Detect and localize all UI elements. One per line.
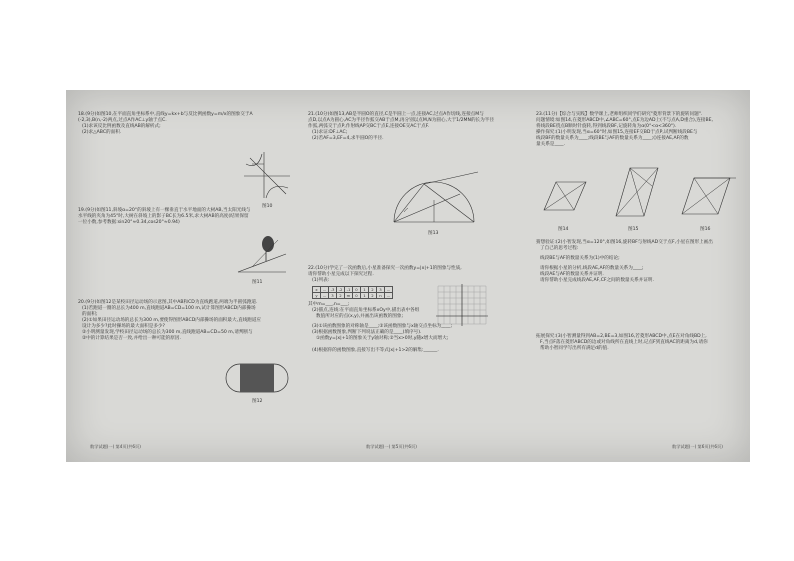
- q23-line: 请你根据小星的分析,线段AE,AF的数量关系为____;: [540, 266, 644, 271]
- q22-line: (2)描点,连线:在平面直角坐标系xOy中,描出表中各组: [312, 308, 420, 313]
- q21-line: 点D,以点A为圆心,AC为半径作弧交AB于点M,再分别以点M,N为圆心,大于1/2MN的长为半径: [308, 118, 494, 123]
- figure-12: [226, 360, 288, 396]
- table-cell: 0: [353, 287, 361, 293]
- figure-15: [614, 166, 660, 222]
- table-cell: …: [321, 293, 329, 299]
- q18-line: (2)求△ABC的面积.: [82, 130, 122, 135]
- q20-line: 设计为多少?此时操场的最大面积是多少?: [82, 324, 165, 329]
- q22-line: 其中m=___,n=___;: [308, 302, 350, 307]
- q23-line: 操作探究:(1)小明发现,当α=60°时,如图15,连接EF交BD于点P,试判断线段BE与: [536, 130, 698, 135]
- table-cell: 0: [353, 293, 361, 299]
- q23-line: 了自己的思考过程:: [540, 246, 579, 251]
- q22-line: (3)根据函数图象,判断下列说法正确的是____(填序号).: [312, 330, 422, 335]
- q20-line: (2)①如果田径运动场的总长为300 m,要使得图形ABCD内部操场的面积最大,直线跑道应: [82, 318, 262, 323]
- q23-line: 问题情境:如图14,在菱形ABCD中,∠ABC=60°,点E为边AD上(不与点A,D重合),连接BE,: [536, 118, 714, 123]
- q23-line: 线段BE与AF的数量关系为(1)中的结论;: [540, 256, 620, 261]
- page-4: [66, 90, 294, 462]
- q23-line: 量关系是____.: [536, 142, 566, 147]
- q23-line: F,当点F落在菱形ABCD的边或对角线所在直线上时,记点F到直线AC的距离为d,请你: [540, 340, 708, 345]
- coordinate-grid: [436, 284, 490, 328]
- table-cell: y: [313, 293, 321, 299]
- table-cell: 2: [369, 287, 377, 293]
- value-table: [312, 286, 393, 299]
- page-5: [294, 90, 522, 462]
- q19-line: 19.(9分)如图11,斜坡α=20°的斜坡上有一棵垂直于水平地面的大树AB,当太阳光线与: [78, 208, 251, 213]
- q21-line: 作弧,两弧交于点P,作射线AP交BC于点E,连接OE交AC于点F.: [308, 124, 430, 129]
- table-cell: m: [345, 293, 353, 299]
- q23-line: 猜想验证:(2)小智发现,当α=120°,如图16,旋转BF与射线AD交于点F,小星在图形上画出: [536, 240, 713, 245]
- page-footer: 数学试题(一) 第5页(共6页): [366, 444, 417, 449]
- table-cell: 1: [361, 287, 369, 293]
- figure-10-caption: 图10: [262, 204, 273, 209]
- q19-line: 水平线的夹角为45°时,大树在斜坡上的影子BC长为6.5米,求大树AB的高度(结果保留: [78, 214, 249, 219]
- figure-12-caption: 图12: [252, 399, 263, 404]
- figure-13: [390, 172, 480, 228]
- figure-11: [236, 232, 288, 278]
- q23-line: 线段BF的数量关系为____;线段BE与AF的数量关系为____;()连接AE,AF的数: [536, 136, 689, 141]
- q22-line: 22.(10分)学完了一次函数后,小星准备探究一次函数y=|x|+1的图象与性质,: [308, 266, 462, 271]
- table-cell: -1: [345, 287, 353, 293]
- table-cell: 2: [337, 293, 345, 299]
- q22-line: (3)①该函数图象的对称轴是____;②该函数图象与x轴交点坐标为____;: [312, 324, 452, 329]
- q20-line: ②中的计算结果是否一致,并给出一种可能的原因.: [82, 336, 181, 341]
- table-cell: …: [321, 287, 329, 293]
- table-cell: n: [377, 293, 385, 299]
- q18-line: (-2,3),B(n,-2)两点,过点A作AC⊥y轴于点C.: [78, 118, 167, 123]
- q23-line: 将线段BE绕点B顺时针旋转,得到线段BF,记旋转角为α(0°<α<360°).: [536, 124, 677, 129]
- figure-16-caption: 图16: [700, 227, 711, 232]
- table-cell: x: [313, 287, 321, 293]
- q23-line: 拓展探究:(3)小智测量得到AB=2,BE=3,如图16,若菱形ABCD中,点E在对角线BD上,: [536, 334, 707, 339]
- q21-line: (1)求证:DF⊥AC;: [312, 130, 348, 135]
- q23-line: 23.(11分)【综合与实践】数学课上,老师组织同学们研究"菱形背景下的旋转问题".: [536, 112, 703, 117]
- table-cell: 3: [377, 287, 385, 293]
- q23-line: 线段AE与AF的数量关系并证明.: [540, 272, 604, 277]
- figure-10: [242, 150, 292, 202]
- q23-line: 请你帮助小星完成线段AE,AF,CF之间的数量关系并证明.: [540, 278, 654, 283]
- q20-line: 的面积;: [82, 312, 98, 317]
- table-cell: 3: [329, 293, 337, 299]
- q22-line: (4)根据你的函数图象,直接写出不等式|x|+1>2的解集:______.: [312, 348, 439, 353]
- q22-line: (1)列表:: [312, 278, 330, 283]
- table-cell: 2: [369, 293, 377, 299]
- q22-line: 请你帮助小星完成以下探究过程.: [308, 272, 374, 277]
- q18-line: 18.(9分)如图10,在平面直角坐标系中,直线y=kx+b与反比例函数y=m/x的图象交于A: [78, 112, 253, 117]
- figure-14: [542, 180, 588, 214]
- page-footer: 数学试题(一) 第4页(共6页): [90, 444, 141, 449]
- table-cell: 1: [361, 293, 369, 299]
- table-cell: …: [385, 293, 393, 299]
- table-cell: -2: [337, 287, 345, 293]
- q22-line: 数值所对应的点(x,y),并画出该函数的图象;: [316, 314, 403, 319]
- exam-sheet: [66, 90, 750, 462]
- figure-16: [680, 174, 738, 218]
- q22-line: ①函数y=|x|+1的图象关于y轴对称;②当x>0时,y随x增大而增大;: [316, 336, 449, 341]
- q20-line: 20.(9分)如图12是某校田径运动场的示意图,其中AB和CD为直线跑道,两端为半圆弧跑道.: [78, 300, 258, 305]
- table-cell: …: [385, 287, 393, 293]
- q23-line: 帮助小智同学写出所有满足d的值.: [540, 346, 609, 351]
- page-footer: 数学试题(一) 第6页(共6页): [672, 444, 723, 449]
- q21-line: (2)若AF=3,EF=4,求半圆O的半径.: [312, 136, 384, 141]
- q20-line: ②小明测量发现,学校田径运动场的总长为300 m,直线跑道AB=CD=50 m,请判断与: [82, 330, 253, 335]
- figure-15-caption: 图15: [628, 227, 639, 232]
- q19-line: 一位小数,参考数据:sin20°≈0.34,cos20°≈0.94): [78, 220, 180, 225]
- q21-line: 21.(10分)如图13,AB是半圆O的直径,C是半圆上一点,连接AC,过点A作切线,连接点M与: [308, 112, 484, 117]
- q20-line: (1)若跑道一圈的总长为400 m,直线跑道AB=CD=100 m,试计算图形ABCD内部操场: [82, 306, 256, 311]
- table-cell: -3: [329, 287, 337, 293]
- page-6: [522, 90, 750, 462]
- figure-11-caption: 图11: [252, 280, 263, 285]
- figure-14-caption: 图14: [558, 227, 569, 232]
- q18-line: (1)求该反比例函数及直线AB的解析式;: [82, 124, 161, 129]
- figure-13-caption: 图13: [428, 231, 439, 236]
